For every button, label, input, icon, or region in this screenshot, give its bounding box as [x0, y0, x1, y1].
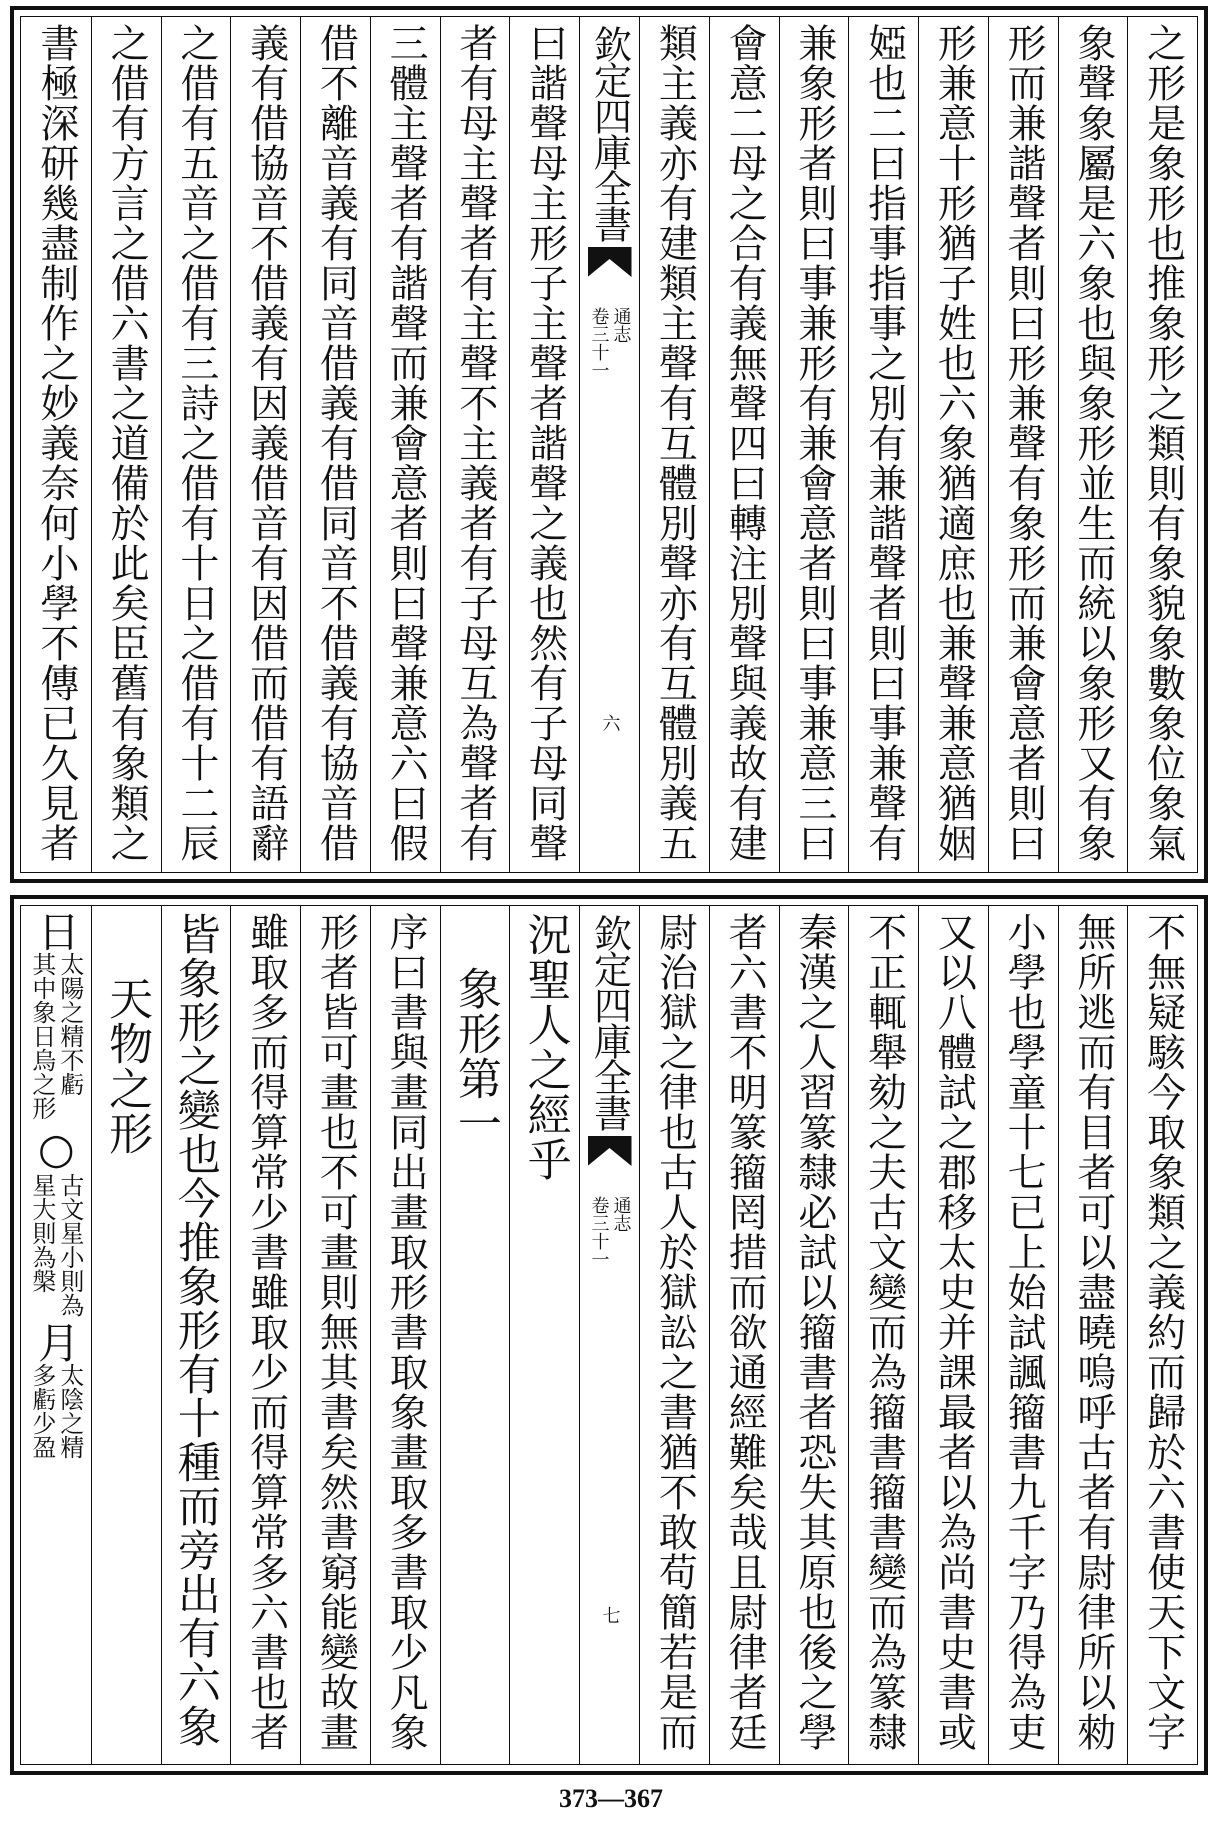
column-text: 之形是象形也推象形之類則有象貌象數象位象氣 [1140, 23, 1186, 863]
section-heading: 象形第一 [449, 966, 501, 1146]
moon-character: 月 [31, 1321, 81, 1363]
column-text: 無所逃而有目者可以盡曉嗚呼古者有尉律所以勑 [1070, 912, 1116, 1752]
annotation-column [21, 906, 91, 1764]
column-text: 不無疑駭今取象類之義約而歸於六書使天下文字 [1140, 912, 1186, 1752]
page-number: 六 [599, 714, 621, 732]
page-footer-number: 373—367 [559, 1784, 663, 1813]
star-note-a: 古文星小則為 [55, 1173, 84, 1317]
gutter-subtitle [589, 307, 631, 379]
column-text: 類主義亦有建類主聲有互體別聲亦有互體別義五 [652, 23, 698, 863]
fishtail-mark [588, 247, 632, 277]
star-glyph: ○ [31, 1124, 81, 1173]
sun-note [28, 952, 84, 1120]
text-column [440, 17, 510, 872]
gutter-title: 欽定四庫全書 [587, 25, 632, 241]
subheading-column [91, 906, 161, 1764]
text-column [509, 17, 579, 872]
text-column [848, 906, 918, 1764]
column-text: 皆象形之變也今推象形有十種而旁出有六象 [170, 912, 221, 1748]
star-note [28, 1173, 84, 1317]
text-column [1058, 17, 1128, 872]
bottom-page [10, 895, 1208, 1775]
star-note-b: 星大則為槃 [27, 1173, 56, 1293]
column-text: 婭也二曰指事指事之別有兼諧聲者則曰事兼聲有 [861, 23, 907, 863]
text-column [370, 17, 440, 872]
sun-note-a: 太陽之精不虧 [55, 952, 84, 1096]
page-gutter [579, 17, 639, 872]
column-text: 尉治獄之律也古人於獄訟之書猶不敢苟簡若是而 [652, 912, 698, 1752]
column-text: 不正輒舉劾之夫古文變而為籀書籀書變而為篆隸 [861, 912, 907, 1752]
text-column [230, 17, 300, 872]
column-text: 又以八體試之郡移太史并課最者以為尚書史書或 [931, 912, 977, 1752]
column-text: 曰諧聲母主形子主聲者諧聲之義也然有子母同聲 [522, 23, 568, 863]
gutter-book: 通志 [610, 1196, 632, 1232]
gutter-book: 通志 [610, 307, 632, 343]
page-number: 七 [599, 1606, 621, 1624]
column-text: 者六書不明篆籀罔措而欲通經難矣哉且尉律者廷 [722, 912, 768, 1752]
page-gutter [579, 906, 639, 1764]
text-column [779, 906, 849, 1764]
column-text: 之借有五音之借有三詩之借有十日之借有十二辰 [173, 23, 219, 863]
subheading: 天物之形 [101, 976, 153, 1156]
text-column [161, 906, 231, 1764]
column-text: 況聖人之經乎 [519, 912, 571, 1182]
column-text: 義有借協音不借義有因義借音有因借而借有語辭 [243, 23, 289, 863]
sun-character: 日 [31, 910, 81, 952]
moon-note-a: 太陰之精 [55, 1363, 84, 1459]
section-heading-column [440, 906, 510, 1764]
column-text: 象聲象屬是六象也與象形並生而統以象形又有象 [1070, 23, 1116, 863]
gutter-subtitle [589, 1196, 631, 1268]
gutter-title: 欽定四庫全書 [587, 914, 632, 1130]
text-column [1127, 17, 1197, 872]
text-column [370, 906, 440, 1764]
text-column [300, 906, 370, 1764]
text-column [300, 17, 370, 872]
column-text: 小學也學童十七已上始試諷籀書九千字乃得為吏 [1001, 912, 1047, 1752]
column-text: 形而兼諧聲者則曰形兼聲有象形而兼會意者則曰 [1001, 23, 1047, 863]
annotation-stack [28, 906, 84, 1764]
text-column [918, 17, 988, 872]
text-column [1127, 906, 1197, 1764]
column-text: 形兼意十形猶子姓也六象猶適庶也兼聲兼意猶姻 [931, 23, 977, 863]
text-column [21, 17, 91, 872]
text-column [91, 17, 161, 872]
text-column [918, 906, 988, 1764]
column-text: 三體主聲者有諧聲而兼會意者則曰聲兼意六曰假 [383, 23, 429, 863]
column-text: 者有母主聲者有主聲不主義者有子母互為聲者有 [452, 23, 498, 863]
gutter-volume: 卷三十一 [588, 1196, 610, 1268]
text-column [848, 17, 918, 872]
column-text: 書極深研幾盡制作之妙義奈何小學不傳已久見者 [33, 23, 79, 863]
moon-note-b: 多虧少盈 [27, 1363, 56, 1459]
text-column [639, 17, 709, 872]
top-page [10, 6, 1208, 883]
fishtail-mark [588, 1136, 632, 1166]
column-text: 秦漢之人習篆隸必試以籀書者恐失其原也後之學 [791, 912, 837, 1752]
moon-note [28, 1363, 84, 1459]
text-column [988, 906, 1058, 1764]
column-text: 形者皆可畫也不可畫則無其書矣然書窮能變故畫 [313, 912, 359, 1752]
column-text: 序曰書與畫同出畫取形書取象畫取多書取少凡象 [383, 912, 429, 1752]
sun-note-b: 其中象日烏之形 [27, 952, 56, 1120]
text-column [639, 906, 709, 1764]
text-column [161, 17, 231, 872]
column-text: 會意二母之合有義無聲四曰轉注別聲與義故有建 [722, 23, 768, 863]
text-column [709, 906, 779, 1764]
column-text: 借不離音義有同音借義有借同音不借義有協音借 [313, 23, 359, 863]
text-column [709, 17, 779, 872]
text-column [230, 906, 300, 1764]
text-column [509, 906, 579, 1764]
column-text: 雖取多而得算常少書雖取少而得算常多六書也者 [243, 912, 289, 1752]
text-column [988, 17, 1058, 872]
text-column [779, 17, 849, 872]
gutter-volume: 卷三十一 [588, 307, 610, 379]
column-text: 兼象形者則曰事兼形有兼會意者則曰事兼意三曰 [791, 23, 837, 863]
text-column [1058, 906, 1128, 1764]
column-text: 之借有方言之借六書之道備於此矣臣舊有象類之 [104, 23, 150, 863]
